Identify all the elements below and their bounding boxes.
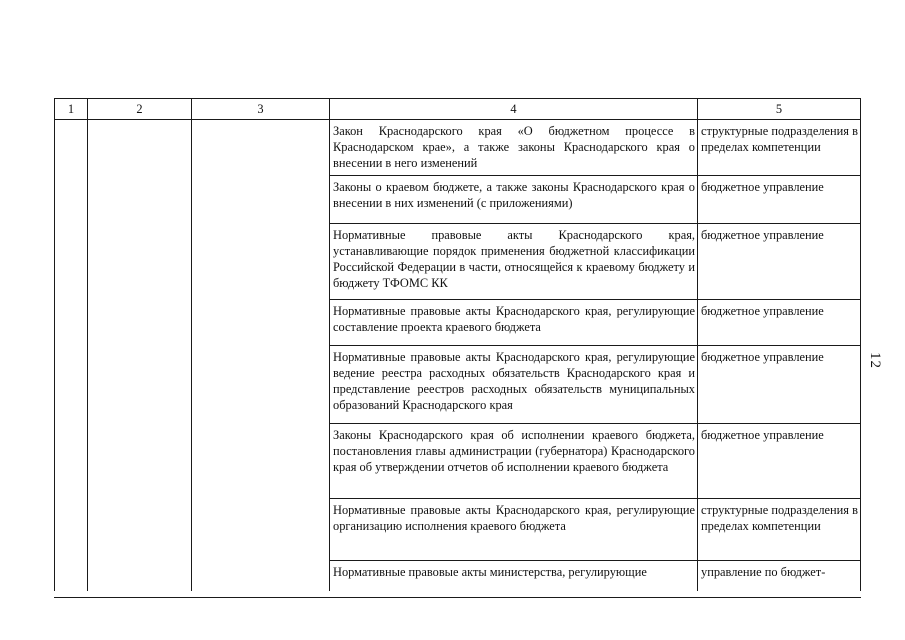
row-3-document-type: Нормативные правовые акты Краснодарского края, устанавливающие порядок применения бюджетной классификации Российской Федерации в части, относящейся к краевому бюджету и бюджету ТФОМС КК: [330, 224, 698, 300]
row-2-responsible: бюджетное управление: [698, 176, 861, 224]
row-7-responsible: структурные подразделения в пределах компетенции: [698, 499, 861, 561]
document-table: [54, 98, 861, 591]
row-1-responsible: структурные подразделения в пределах компетенции: [698, 120, 861, 176]
header-col-4: 4: [330, 99, 698, 120]
row-4-responsible: бюджетное управление: [698, 300, 861, 346]
row-2-document-type: Законы о краевом бюджете, а также законы Краснодарского края о внесении в них изменений (с приложениями): [330, 176, 698, 224]
cell-col-3-empty: [192, 120, 330, 591]
row-3-responsible: бюджетное управление: [698, 224, 861, 300]
row-6-responsible: бюджетное управление: [698, 424, 861, 499]
table-row: [55, 120, 861, 176]
table-header-row: [55, 99, 861, 120]
row-1-document-type: Закон Краснодарского края «О бюджетном процессе в Краснодарском крае», а также законы Краснодарского края о внесении в него изменений: [330, 120, 698, 176]
cell-col-2-empty: [88, 120, 192, 591]
header-col-3: 3: [192, 99, 330, 120]
table-bottom-edge: [54, 597, 861, 598]
header-col-1: 1: [55, 99, 88, 120]
cell-col-1-empty: [55, 120, 88, 591]
row-6-document-type: Законы Краснодарского края об исполнении краевого бюджета, постановления главы администрации (губернатора) Краснодарского края об утверждении отчетов об исполнении краевого бюджета: [330, 424, 698, 499]
row-8-responsible: управление по бюджет-: [698, 561, 861, 591]
row-4-document-type: Нормативные правовые акты Краснодарского края, регулирующие составление проекта краевого бюджета: [330, 300, 698, 346]
header-col-2: 2: [88, 99, 192, 120]
header-col-5: 5: [698, 99, 861, 120]
page-number: 12: [867, 352, 883, 369]
row-5-responsible: бюджетное управление: [698, 346, 861, 424]
row-7-document-type: Нормативные правовые акты Краснодарского края, регулирующие организацию исполнения краевого бюджета: [330, 499, 698, 561]
row-8-document-type: Нормативные правовые акты министерства, регулирующие: [330, 561, 698, 591]
row-5-document-type: Нормативные правовые акты Краснодарского края, регулирующие ведение реестра расходных обязательств Краснодарского края и представление реестров расходных обязательств муниципальных образований Краснодарского края: [330, 346, 698, 424]
